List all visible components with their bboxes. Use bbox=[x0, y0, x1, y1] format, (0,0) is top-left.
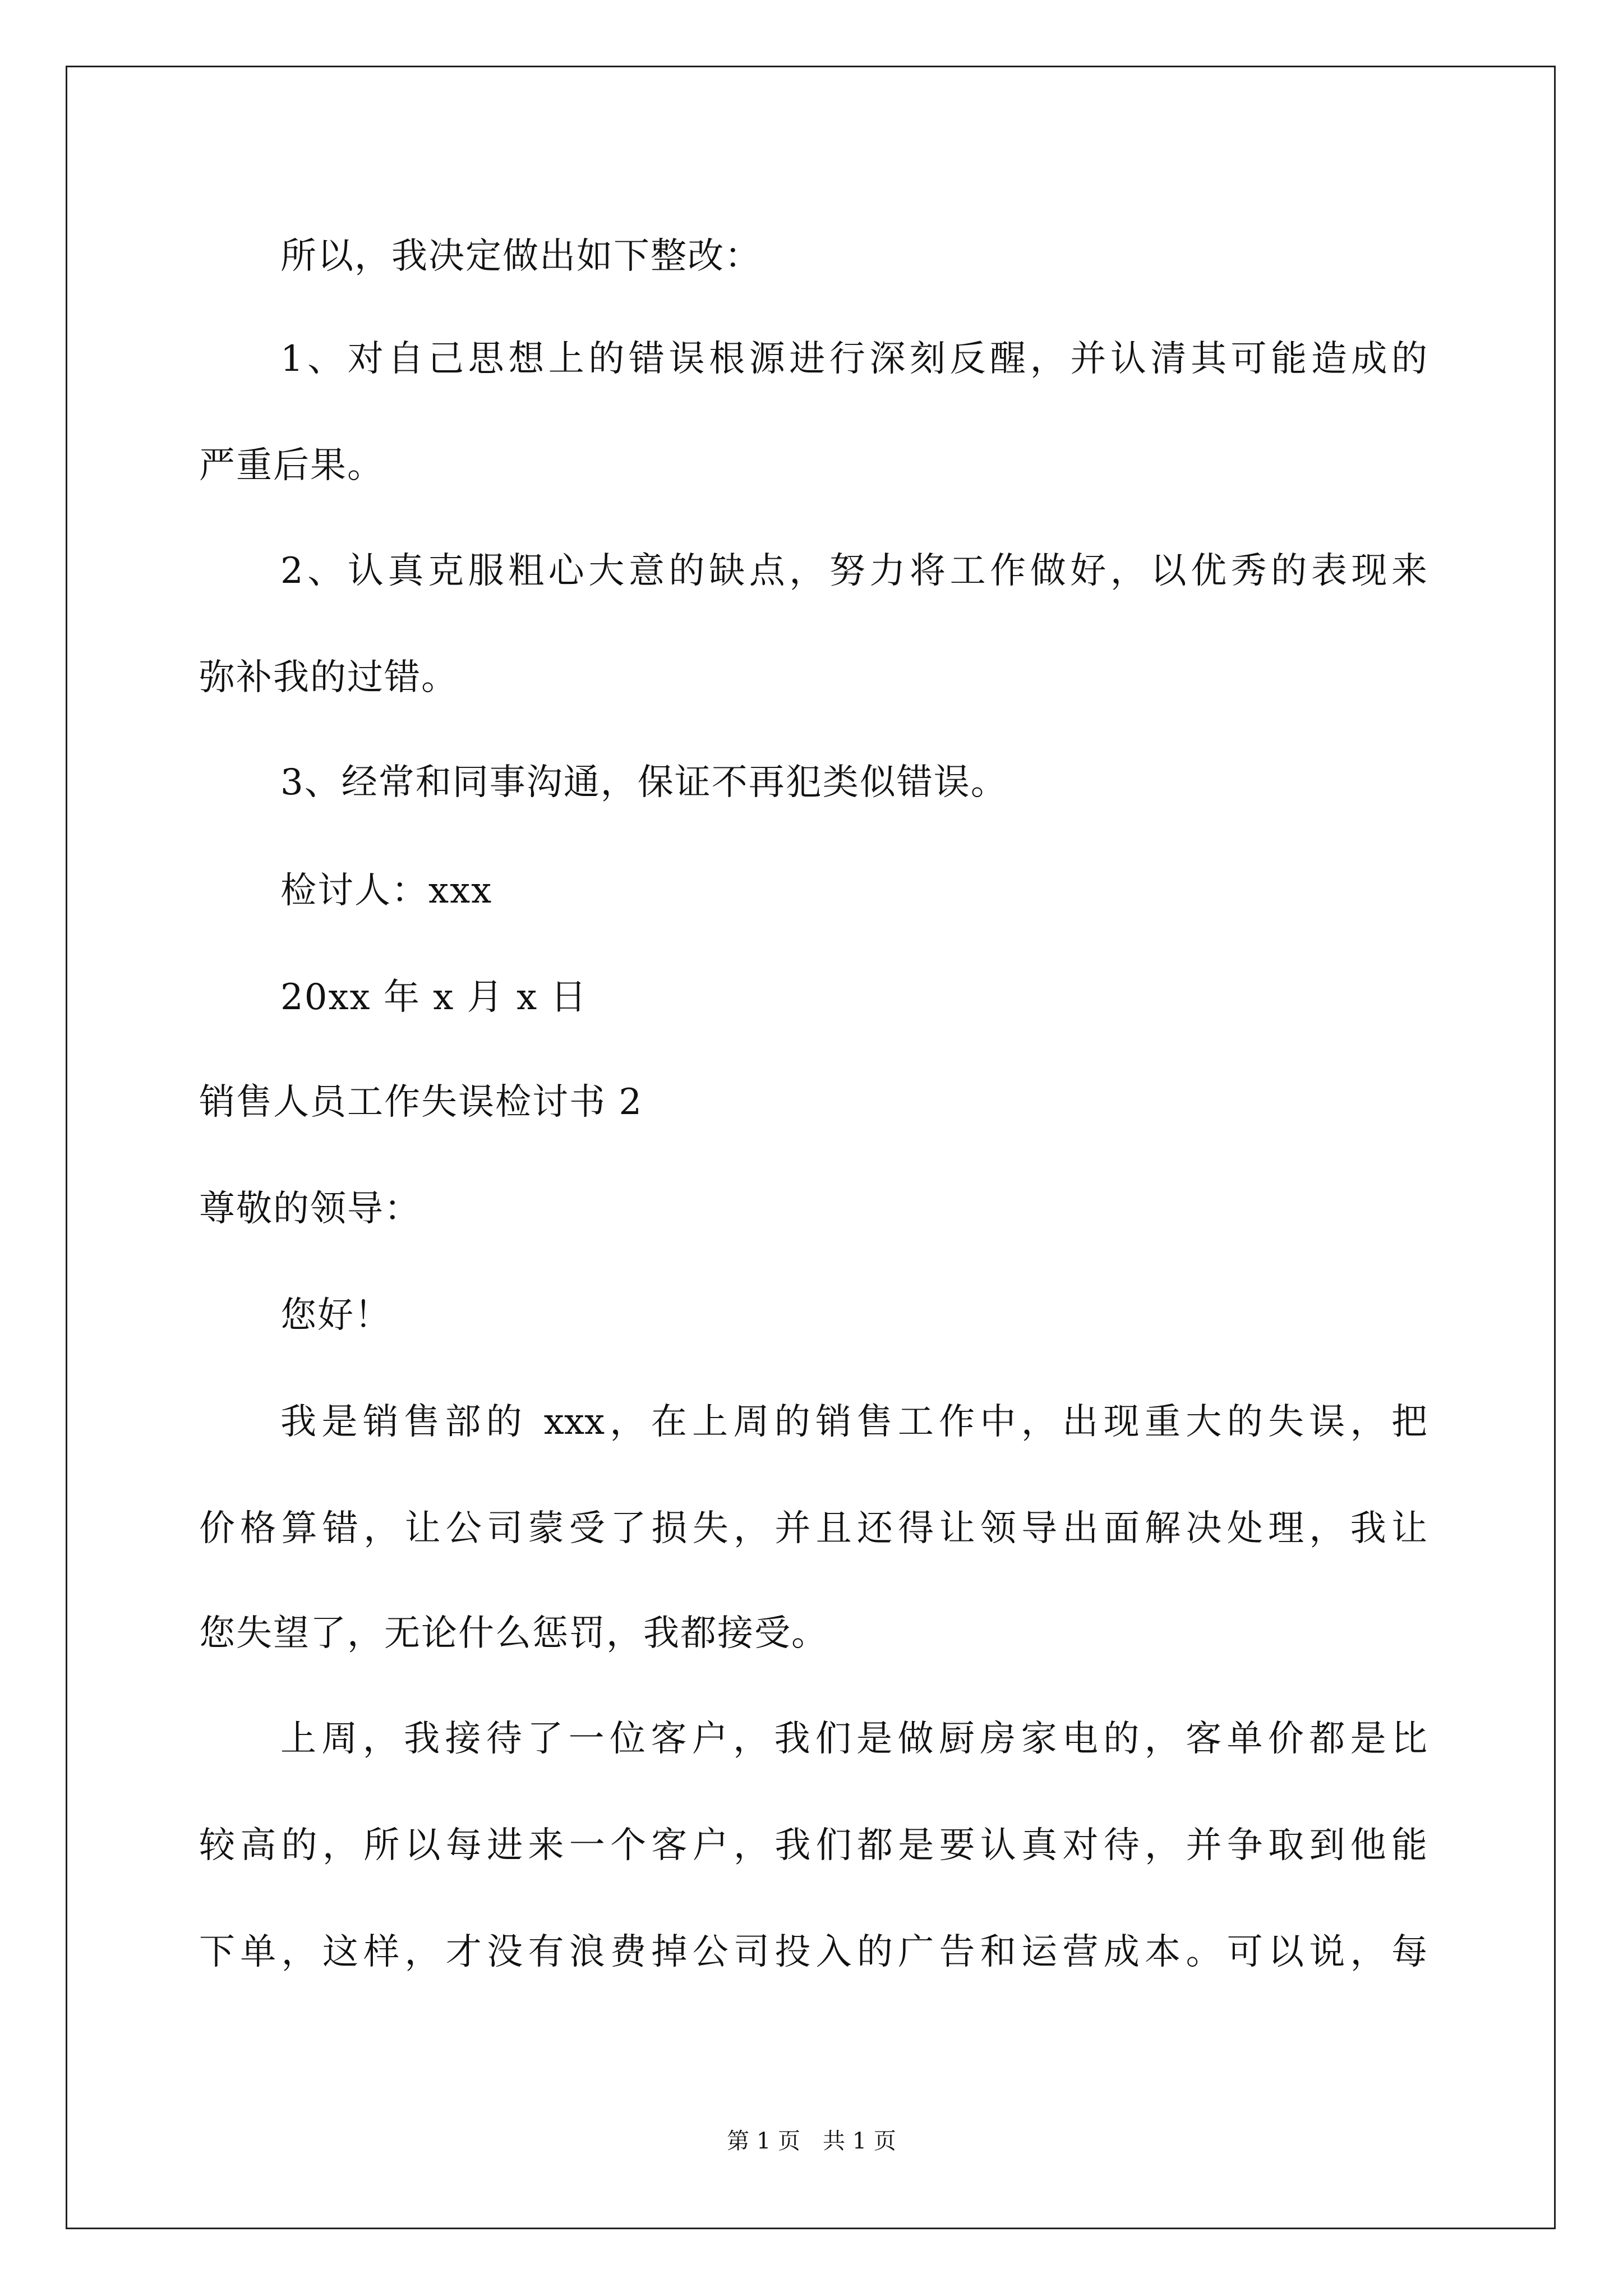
paragraph-line: 您失望了，无论什么惩罚，我都接受。 bbox=[199, 1613, 828, 1654]
paragraph-line: 所以，我决定做出如下整改： bbox=[280, 236, 762, 277]
paragraph-line: 2、认真克服粗心大意的缺点，努力将工作做好，以优秀的表现来 bbox=[280, 550, 1427, 592]
salutation: 尊敬的领导： bbox=[199, 1188, 421, 1230]
paragraph-line: 1、对自己思想上的错误根源进行深刻反醒，并认清其可能造成的 bbox=[280, 338, 1427, 380]
paragraph-line: 价格算错，让公司蒙受了损失，并且还得让领导出面解决处理，我让 bbox=[199, 1508, 1427, 1549]
date-line: 20xx 年 x 月 x 日 bbox=[280, 977, 588, 1018]
paragraph-line: 我是销售部的 xxx，在上周的销售工作中，出现重大的失误，把 bbox=[280, 1401, 1427, 1443]
paragraph-line: 弥补我的过错。 bbox=[199, 657, 458, 698]
page-footer: 第 1 页 共 1 页 bbox=[727, 2128, 896, 2154]
page-border bbox=[66, 66, 1556, 2229]
signature-line: 检讨人：xxx bbox=[280, 870, 493, 912]
paragraph-line: 严重后果。 bbox=[199, 445, 384, 486]
greeting: 您好！ bbox=[280, 1295, 391, 1336]
paragraph-line: 上周，我接待了一位客户，我们是做厨房家电的，客单价都是比 bbox=[280, 1718, 1427, 1760]
paragraph-line: 3、经常和同事沟通，保证不再犯类似错误。 bbox=[280, 762, 1008, 803]
section-title: 销售人员工作失误检讨书 2 bbox=[199, 1082, 643, 1123]
paragraph-line: 下单，这样，才没有浪费掉公司投入的广告和运营成本。可以说，每 bbox=[199, 1931, 1427, 1973]
paragraph-line: 较高的，所以每进来一个客户，我们都是要认真对待，并争取到他能 bbox=[199, 1825, 1427, 1866]
